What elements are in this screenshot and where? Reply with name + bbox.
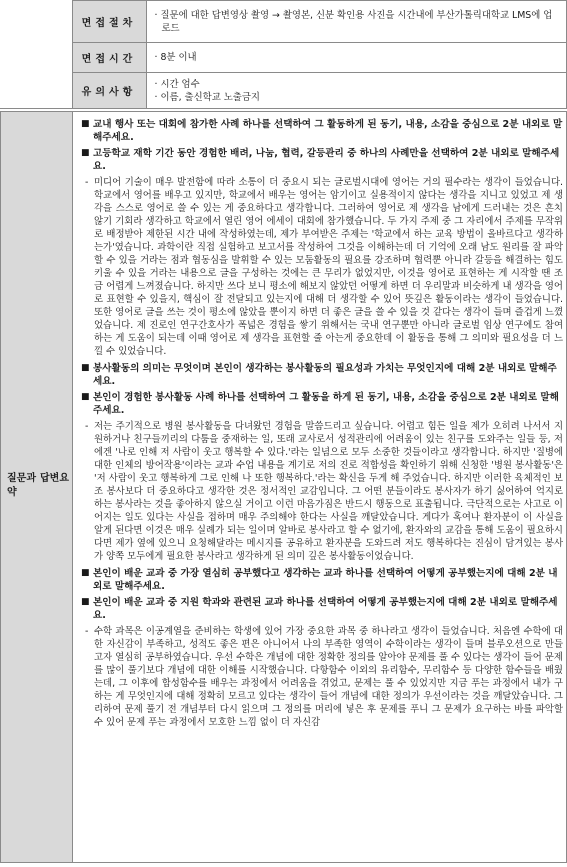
info-value-time [146, 43, 567, 73]
question: ■ 본인이 배운 교과 중 가장 열심히 공부했다고 생각하는 교과 하나를 선택하여 어떻게 공부했는지에 대해 2분 내외로 말해주세요. [81, 567, 563, 593]
question: ■ 교내 행사 또는 대회에 참가한 사례 하나를 선택하여 그 활동하게 된 동기, 내용, 소감을 중심으로 2분 내외로 말해주세요. [81, 118, 563, 144]
dash-marker: - [85, 177, 89, 188]
info-value-procedure [146, 1, 567, 43]
info-value-line: · 질문에 대한 답변영상 촬영 → 촬영본, 신분 확인용 사진을 시간내에 부산가톨릭대학교 LMS에 업로드 [154, 9, 553, 34]
answer [81, 625, 563, 729]
qa-list [81, 118, 563, 733]
question: ■ 본인이 배운 교과 중 지원 학과와 관련된 교과 하나를 선택하여 어떻게 공부했는지에 대해 2분 내외로 말해주세요. [81, 596, 563, 622]
section-label-cell [1, 112, 73, 862]
question: ■ 고등학교 재학 기간 동안 경험한 배려, 나눔, 협력, 갈등관리 중 하나의 사례만을 선택하여 2분 내외로 말해주세요. [81, 147, 563, 173]
dash-marker: - [85, 421, 89, 432]
question: ■ 봉사활동의 의미는 무엇이며 본인이 생각하는 봉사활동의 필요성과 가치는 무엇인지에 대해 2분 내외로 말해주세요. [81, 362, 563, 388]
dash-marker: - [85, 626, 89, 637]
section-label: 질문과 답변요약 [7, 473, 69, 498]
info-table-spacer [0, 1, 72, 109]
info-value-line: · 이름, 출신학교 노출금지 [154, 91, 260, 103]
answer-text: 미디어 기술이 매우 발전함에 따라 소통이 더 중요시 되는 글로벌시대에 영어는 거의 필수라는 생각이 들었습니다. 학교에서 영어를 배우고 있지만, 학교에서 배우는 영어는 암기이고 실용적이지 않다는 생각을 지니고 있었고 제 생각을 스스로 영어로 쓸 수 있는 게 중요하다고 생각합니다. 그러하여 영어로 제 생각을 남에게 드러내는 것은 흔치 않기 기회라 생각하고 학교에서 열린 영어 에세이 대회에 참가했습니다. 두 가지 주제 중 그 자리에서 주제를 무작위로 배정받아 제한된 시간 내에 작성하였는데, 제가 부여받은 주제는 '학교에서 하는 교육 방법이 올바르다고 생각하는가'였습니다. 과학이란 직접 실험하고 보고서를 작성하여 그것을 이해하는데 더 기억에 오래 남도 원리를 잘 파악할 수 있을 거라는 점과 협동심을 발휘할 수 있는 모둠활동의 필요를 강조하며 협력뿐 아니라 갈등을 해결하는 힘도 키울 수 있을 거라는 내용으로 글을 구성하는 것에는 큰 무리가 없었지만, 이것을 영어로 표현하는 게 시작할 땐 조금 어렵게 느껴졌습니다. 하지만 쓰다 보니 평소에 해보지 않았던 어떻게 하면 더 우리말과 비슷하게 내 생각을 영어로 표현할 수 있을지, 핵심이 잘 전달되고 있는지에 대해 더 생각할 수 있어 뜻깊은 활동이라는 생각이 들었습니다. 또한 영어로 글을 쓰는 것이 평소에 않았을 뿐이지 하면 더 좋은 글을 쓸 수 있을 것 같다는 생각이 들며 즐겁게 느꼈었습니다. 제 진로인 연구간호사가 폭넓은 경험을 쌓기 위해서는 국내 연구뿐만 아니라 글로벌 임상 연구에도 참여하는 게 도움이 되는데 이때 영어로 제 생각을 표현할 줄 아는게 중요한데 이 활동을 통해 그 의미와 필요성을 더 느낄 수 있었습니다. [94, 177, 563, 357]
interview-info-table [0, 0, 567, 109]
info-value-line: · 시간 엄수 [154, 78, 200, 90]
answer [81, 176, 563, 358]
info-label-time: 면접시간 [72, 43, 146, 73]
question: ■ 본인이 경험한 봉사활동 사례 하나를 선택하여 그 활동을 하게 된 동기, 내용, 소감을 중심으로 2분 내외로 말해주세요. [81, 391, 563, 417]
answer [81, 420, 563, 563]
info-value-notes [146, 73, 567, 109]
info-value-line: · 8분 이내 [154, 52, 197, 63]
answer-text: 저는 주기적으로 병원 봉사활동을 다녀왔던 경험을 말씀드리고 싶습니다. 어렵고 힘든 일을 제가 오히려 나서서 지원하거나 친구들끼리의 다툼을 중재하는 일, 또래 교사로서 성적관리에 어려움이 있는 친구를 도와주는 일들 등, 저에겐 '나로 인해 저 사람이 웃고 행복할 수 있다.'라는 일념으로 모두 소중한 것들이라고 생각합니다. 하지만 '질병에 대한 인체의 방어작용'이라는 교과 수업 내용을 계기로 저의 진로 적합성을 확인하기 위해 신청한 '병원 봉사활동'은 '저 사람이 웃고 행복하게 그로 인해 나 또한 행복하다.'라는 확신을 두게 해 주었습니다. 하지만 이러한 육체적인 보조 봉사보다 더 중요하다고 생각한 것은 정서적인 교감입니다. 그 어떤 분들이라도 봉사자가 하기 싫어하여 억지로 하는 봉사라는 것을 좋아하지 않으실 거이고 이런 마음가짐은 반드시 행동으로 표출됩니다. 극단적으로는 사고로 이어지는 일도 있다는 사실을 접하며 매우 주의해야 한다는 사실을 깨달았습니다. 게다가 혹여나 환자분이 이 사실을 알게 된다면 이것은 매우 실례가 되는 일이며 알바로 봉사라고 할 수 없기에, 환자와의 교감을 통해 도움이 필요하시다면 제가 옆에 있으니 요청해달라는 메시지를 공유하고 환자분을 도와드려 저도 행복하다는 진심이 담겨있는 봉사가 양쪽 모두에게 필요한 봉사라고 생각하게 된 의미 깊은 봉사활동이었습니다. [94, 421, 563, 562]
info-label-procedure: 면접절차 [72, 1, 146, 43]
qa-section [0, 111, 567, 863]
answer-text: 수학 과목은 이공계열을 준비하는 학생에 있어 가장 중요한 과목 중 하나라고 생각이 들었습니다. 처음엔 수학에 대한 자신감이 부족하고, 성적도 좋은 편은 아니어서 나의 부족한 영역이 수학이라는 생각이 들며 블루오션으로 만들고자 열심히 공부하였습니다. 우선 수학은 개념에 대한 정확한 정의를 알아야 문제를 풀 수 있다는 생각이 들어 문제를 많이 풀기보다 개념에 대한 이해를 시작했습니다. 다항함수 이외의 유리함수, 무리함수 등 다양한 함수들을 배웠는데, 그 이후에 합성함수를 배우는 과정에서 어려움을 겪었고, 문제는 풀 수 있었지만 지금 푸는 과정에서 내가 구하는 게 무엇인지에 대해 정확히 모르고 있다는 생각이 들어 개념에 대한 정의가 우선이라는 것을 깨달았습니다. 그리하여 문제 풀기 전 개념부터 다시 읽으며 그 정의를 머리에 넣은 후 문제를 푸니 그 문제가 요구하는 바를 파악할 수 있어 문제 푸는 과정에서 모호한 느낌 없이 더 자신감 [94, 626, 563, 728]
info-label-notes: 유의사항 [72, 73, 146, 109]
